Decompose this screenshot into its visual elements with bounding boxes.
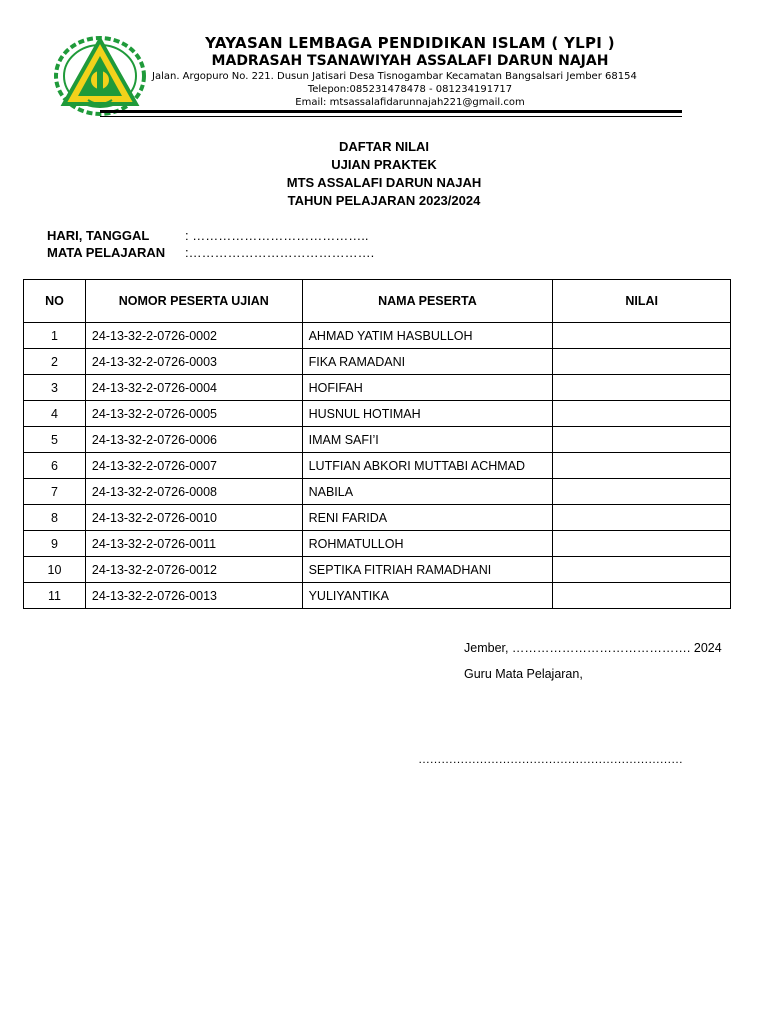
- table-row: [24, 505, 731, 531]
- cell-name: YULIYANTIKA: [302, 583, 553, 609]
- school-address: Jalan. Argopuro No. 221. Dusun Jatisari Desa Tisnogambar Kecamatan Bangsalsari Jember 68154: [152, 71, 637, 82]
- table-row: [24, 427, 731, 453]
- header-no: NO: [24, 280, 86, 323]
- cell-no: 6: [24, 453, 86, 479]
- cell-no: 10: [24, 557, 86, 583]
- cell-exam-number: 24-13-32-2-0726-0011: [85, 531, 302, 557]
- signature-place-date: Jember, ……………………………………. 2024: [464, 641, 722, 655]
- cell-no: 3: [24, 375, 86, 401]
- signature-role: Guru Mata Pelajaran,: [464, 667, 583, 681]
- grades-table: [23, 279, 731, 609]
- table-row: [24, 453, 731, 479]
- table-row: [24, 323, 731, 349]
- cell-grade: [553, 427, 731, 453]
- cell-exam-number: 24-13-32-2-0726-0008: [85, 479, 302, 505]
- cell-name: HOFIFAH: [302, 375, 553, 401]
- cell-exam-number: 24-13-32-2-0726-0005: [85, 401, 302, 427]
- cell-no: 8: [24, 505, 86, 531]
- table-row: [24, 401, 731, 427]
- cell-exam-number: 24-13-32-2-0726-0002: [85, 323, 302, 349]
- table-row: [24, 583, 731, 609]
- header-exam-number: NOMOR PESERTA UJIAN: [85, 280, 302, 323]
- school-email: Email: mtsassalafidarunnajah221@gmail.com: [295, 97, 525, 108]
- subject-field: [47, 245, 374, 260]
- cell-exam-number: 24-13-32-2-0726-0012: [85, 557, 302, 583]
- day-date-field: [47, 228, 368, 243]
- cell-exam-number: 24-13-32-2-0726-0007: [85, 453, 302, 479]
- cell-exam-number: 24-13-32-2-0726-0004: [85, 375, 302, 401]
- cell-no: 7: [24, 479, 86, 505]
- cell-name: NABILA: [302, 479, 553, 505]
- header-name: NAMA PESERTA: [302, 280, 553, 323]
- letterhead-divider-thin: [100, 116, 682, 117]
- header-grade: NILAI: [553, 280, 731, 323]
- title-line-2: UJIAN PRAKTEK: [331, 157, 437, 172]
- cell-grade: [553, 375, 731, 401]
- cell-name: IMAM SAFI’I: [302, 427, 553, 453]
- cell-no: 1: [24, 323, 86, 349]
- cell-grade: [553, 531, 731, 557]
- document-title: [0, 138, 768, 210]
- day-date-value: : …………………………………..: [185, 228, 369, 243]
- cell-name: LUTFIAN ABKORI MUTTABI ACHMAD: [302, 453, 553, 479]
- cell-exam-number: 24-13-32-2-0726-0013: [85, 583, 302, 609]
- cell-grade: [553, 323, 731, 349]
- title-line-4: TAHUN PELAJARAN 2023/2024: [287, 193, 481, 208]
- table-row: [24, 557, 731, 583]
- table-row: [24, 349, 731, 375]
- cell-exam-number: 24-13-32-2-0726-0010: [85, 505, 302, 531]
- cell-name: ROHMATULLOH: [302, 531, 553, 557]
- cell-grade: [553, 557, 731, 583]
- table-row: [24, 479, 731, 505]
- cell-no: 2: [24, 349, 86, 375]
- cell-no: 11: [24, 583, 86, 609]
- subject-value: :…………………………………….: [185, 245, 375, 260]
- cell-name: FIKA RAMADANI: [302, 349, 553, 375]
- cell-exam-number: 24-13-32-2-0726-0006: [85, 427, 302, 453]
- cell-name: SEPTIKA FITRIAH RAMADHANI: [302, 557, 553, 583]
- title-line-1: DAFTAR NILAI: [338, 139, 430, 154]
- cell-no: 4: [24, 401, 86, 427]
- table-row: [24, 531, 731, 557]
- letterhead: [150, 34, 670, 109]
- cell-name: AHMAD YATIM HASBULLOH: [302, 323, 553, 349]
- title-line-3: MTS ASSALAFI DARUN NAJAH: [286, 175, 482, 190]
- signature-line: ……………………………………………………………: [418, 752, 683, 766]
- cell-name: HUSNUL HOTIMAH: [302, 401, 553, 427]
- subject-label: MATA PELAJARAN: [47, 245, 166, 260]
- organization-name: YAYASAN LEMBAGA PENDIDIKAN ISLAM ( YLPI ): [205, 34, 615, 52]
- cell-grade: [553, 583, 731, 609]
- cell-grade: [553, 349, 731, 375]
- letterhead-divider: [100, 110, 682, 113]
- school-name: MADRASAH TSANAWIYAH ASSALAFI DARUN NAJAH: [211, 53, 609, 69]
- cell-grade: [553, 479, 731, 505]
- cell-exam-number: 24-13-32-2-0726-0003: [85, 349, 302, 375]
- cell-name: RENI FARIDA: [302, 505, 553, 531]
- school-phone: Telepon:085231478478 - 081234191717: [307, 84, 513, 95]
- cell-grade: [553, 453, 731, 479]
- day-date-label: HARI, TANGGAL: [47, 228, 150, 243]
- cell-no: 5: [24, 427, 86, 453]
- cell-grade: [553, 505, 731, 531]
- cell-grade: [553, 401, 731, 427]
- school-emblem-icon: [52, 32, 148, 116]
- table-row: [24, 375, 731, 401]
- cell-no: 9: [24, 531, 86, 557]
- table-header-row: [24, 280, 731, 323]
